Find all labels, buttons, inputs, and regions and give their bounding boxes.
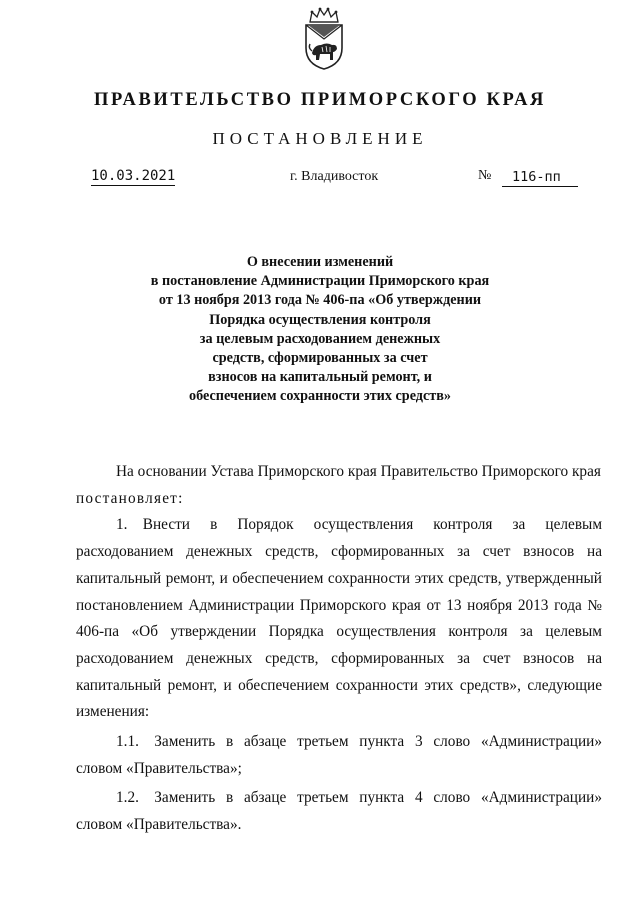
item-1-1-paragraph: 1.1. Заменить в абзаце третьем пункта 3 слово «Администрации» словом «Правительства»; [76, 733, 602, 777]
item-1-2-paragraph: 1.2. Заменить в абзаце третьем пункта 4 слово «Администрации» словом «Правительства». [76, 789, 602, 834]
subject-line: Порядка осуществления контроля [209, 311, 431, 328]
subject-line: О внесении изменений [246, 254, 394, 270]
subject-line: в постановление Администрации Приморского края [150, 273, 490, 290]
preamble-paragraph: На основании Устава Приморского края Правительство Приморского края [116, 463, 601, 480]
subject-line: взносов на капитальный ремонт, и [208, 369, 432, 386]
subject-line: от 13 ноября 2013 года № 406-па «Об утверждении [158, 292, 482, 309]
document-subject [0, 253, 640, 407]
number-label: № [478, 168, 492, 183]
government-title: ПРАВИТЕЛЬСТВО ПРИМОРСКОГО КРАЯ [93, 90, 546, 110]
document-number: 116-пп [502, 169, 578, 187]
document-body [76, 459, 602, 839]
document-city: г. Владивосток [290, 169, 379, 184]
subject-line: средств, сформированных за счет [212, 350, 428, 367]
document-date: 10.03.2021 [91, 168, 176, 184]
subject-line: за целевым расходованием денежных [199, 330, 441, 347]
coat-of-arms-icon [300, 6, 348, 72]
document-type: ПОСТАНОВЛЕНИЕ [212, 129, 428, 148]
decree-word: постановляет: [76, 489, 184, 507]
item-1-paragraph: 1. Внести в Порядок осуществления контроля за целевым расходованием денежных средств, сформированных за счет взносов на капитальный ремонт, и обеспечением сохранности этих средств, утвержденный постановлением Администрации Приморского края от 13 ноября 2013 года № 406-па «Об утверждении Порядка осуществления контроля за целевым расходованием денежных средств, сформированных за счет взносов на капитальный ремонт, и обеспечением сохранности этих средств», следующие изменения: [76, 516, 602, 721]
subject-line: обеспечением сохранности этих средств» [189, 388, 451, 405]
